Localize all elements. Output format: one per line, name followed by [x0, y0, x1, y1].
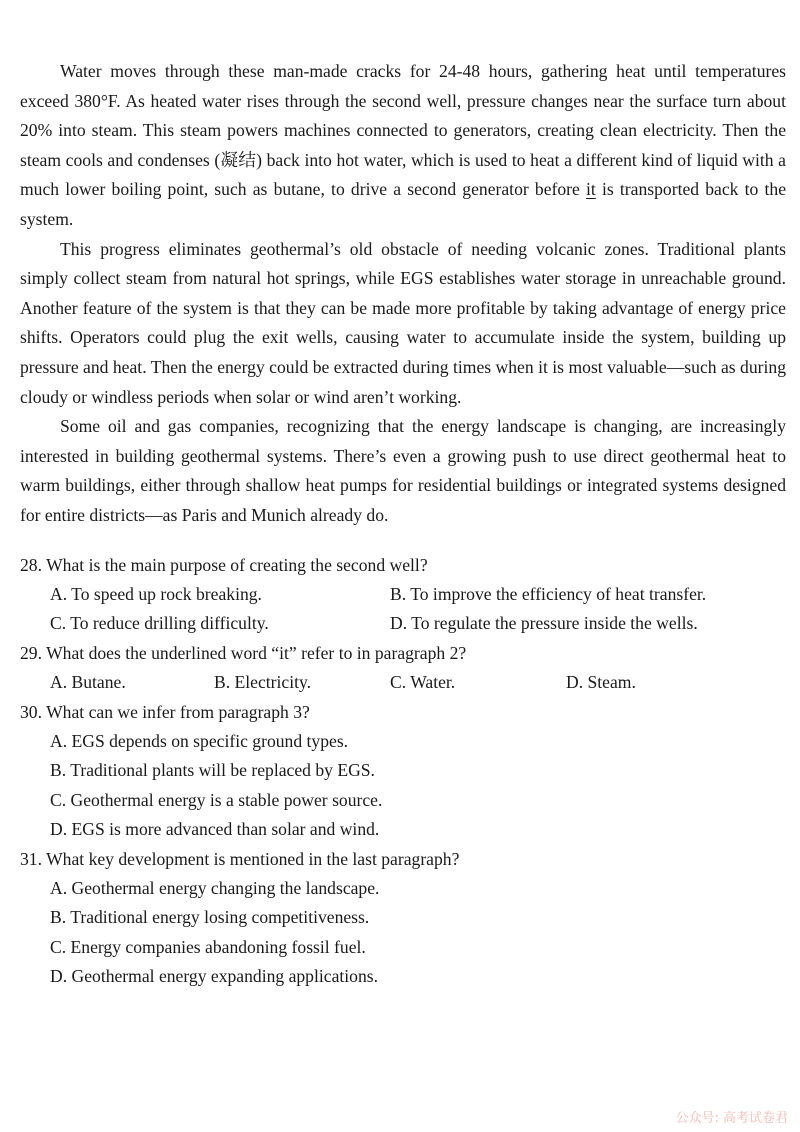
- question-28-stem: 28. What is the main purpose of creating the second well?: [20, 554, 428, 575]
- option-row: [50, 668, 786, 697]
- question-28-option-a: A. To speed up rock breaking.: [50, 583, 262, 604]
- question-31-option-a: A. Geothermal energy changing the landscape.: [50, 877, 380, 898]
- question-28-option-d: D. To regulate the pressure inside the wells.: [390, 613, 698, 634]
- question-28-options: [20, 580, 786, 639]
- question-31-options: [20, 874, 786, 992]
- question-30-options: [20, 727, 786, 845]
- question-31-option-b: B. Traditional energy losing competitiveness.: [50, 907, 370, 928]
- question-29-option-d: D. Steam.: [566, 672, 636, 693]
- question-30-option-d: D. EGS is more advanced than solar and wind.: [50, 819, 380, 840]
- passage-paragraph-2: This progress eliminates geothermal’s old obstacle of needing volcanic zones. Traditional plants simply collect steam from natural hot springs, while EGS establishes water storage in unreachable ground. Another feature of the system is that they can be made more profitable by taking advantage of energy price shifts. Operators could plug the exit wells, causing water to accumulate inside the system, building up pressure and heat. Then the energy could be extracted during times when it is most valuable—such as during cloudy or windless periods when solar or wind aren’t working.: [20, 238, 786, 407]
- question-30: [20, 698, 786, 845]
- question-31-option-c: C. Energy companies abandoning fossil fuel.: [50, 936, 366, 957]
- question-29-stem: 29. What does the underlined word “it” refer to in paragraph 2?: [20, 642, 467, 663]
- question-30-option-b: B. Traditional plants will be replaced by EGS.: [50, 760, 375, 781]
- watermark: 公众号: 高考试卷君: [675, 1111, 788, 1126]
- question-29: [20, 639, 786, 698]
- paragraph-1-text-after: is transported back to the system.: [20, 179, 787, 229]
- question-29-options: [20, 668, 786, 697]
- question-29-option-c: C. Water.: [390, 672, 456, 693]
- option-row: [50, 609, 786, 638]
- question-28-option-c: C. To reduce drilling difficulty.: [50, 613, 269, 634]
- question-30-option-c: C. Geothermal energy is a stable power source.: [50, 789, 383, 810]
- passage-paragraph-3: Some oil and gas companies, recognizing that the energy landscape is changing, are increasingly interested in building geothermal systems. There’s even a growing push to use direct geothermal heat to warm buildings, either through shallow heat pumps for residential buildings or integrated systems designed for entire districts—as Paris and Munich already do.: [20, 416, 786, 525]
- question-29-option-a: A. Butane.: [50, 672, 126, 693]
- question-28-option-b: B. To improve the efficiency of heat transfer.: [390, 583, 707, 604]
- option-row: [50, 580, 786, 609]
- question-29-option-b: B. Electricity.: [214, 672, 312, 693]
- question-30-option-a: A. EGS depends on specific ground types.: [50, 730, 349, 751]
- paragraph-1-text-before: Water moves through these man-made cracks for 24-48 hours, gathering heat until temperatures exceed 380°F. As heated water rises through the second well, pressure changes near the surface turn about 20% into steam. This steam powers machines connected to generators, creating clean electricity. Then the steam cools and condenses (凝结) back into hot water, which is used to heat a different kind of liquid with a much lower boiling point, such as butane, to drive a second generator before: [20, 61, 786, 200]
- question-31-option-d: D. Geothermal energy expanding applications.: [50, 966, 378, 987]
- question-31: [20, 845, 786, 992]
- exam-page: [20, 57, 786, 992]
- question-list: [20, 551, 786, 992]
- passage-paragraph-1: [20, 57, 786, 235]
- underlined-word-it: it: [586, 179, 596, 200]
- question-30-stem: 30. What can we infer from paragraph 3?: [20, 701, 310, 722]
- question-28: [20, 551, 786, 639]
- question-31-stem: 31. What key development is mentioned in the last paragraph?: [20, 848, 460, 869]
